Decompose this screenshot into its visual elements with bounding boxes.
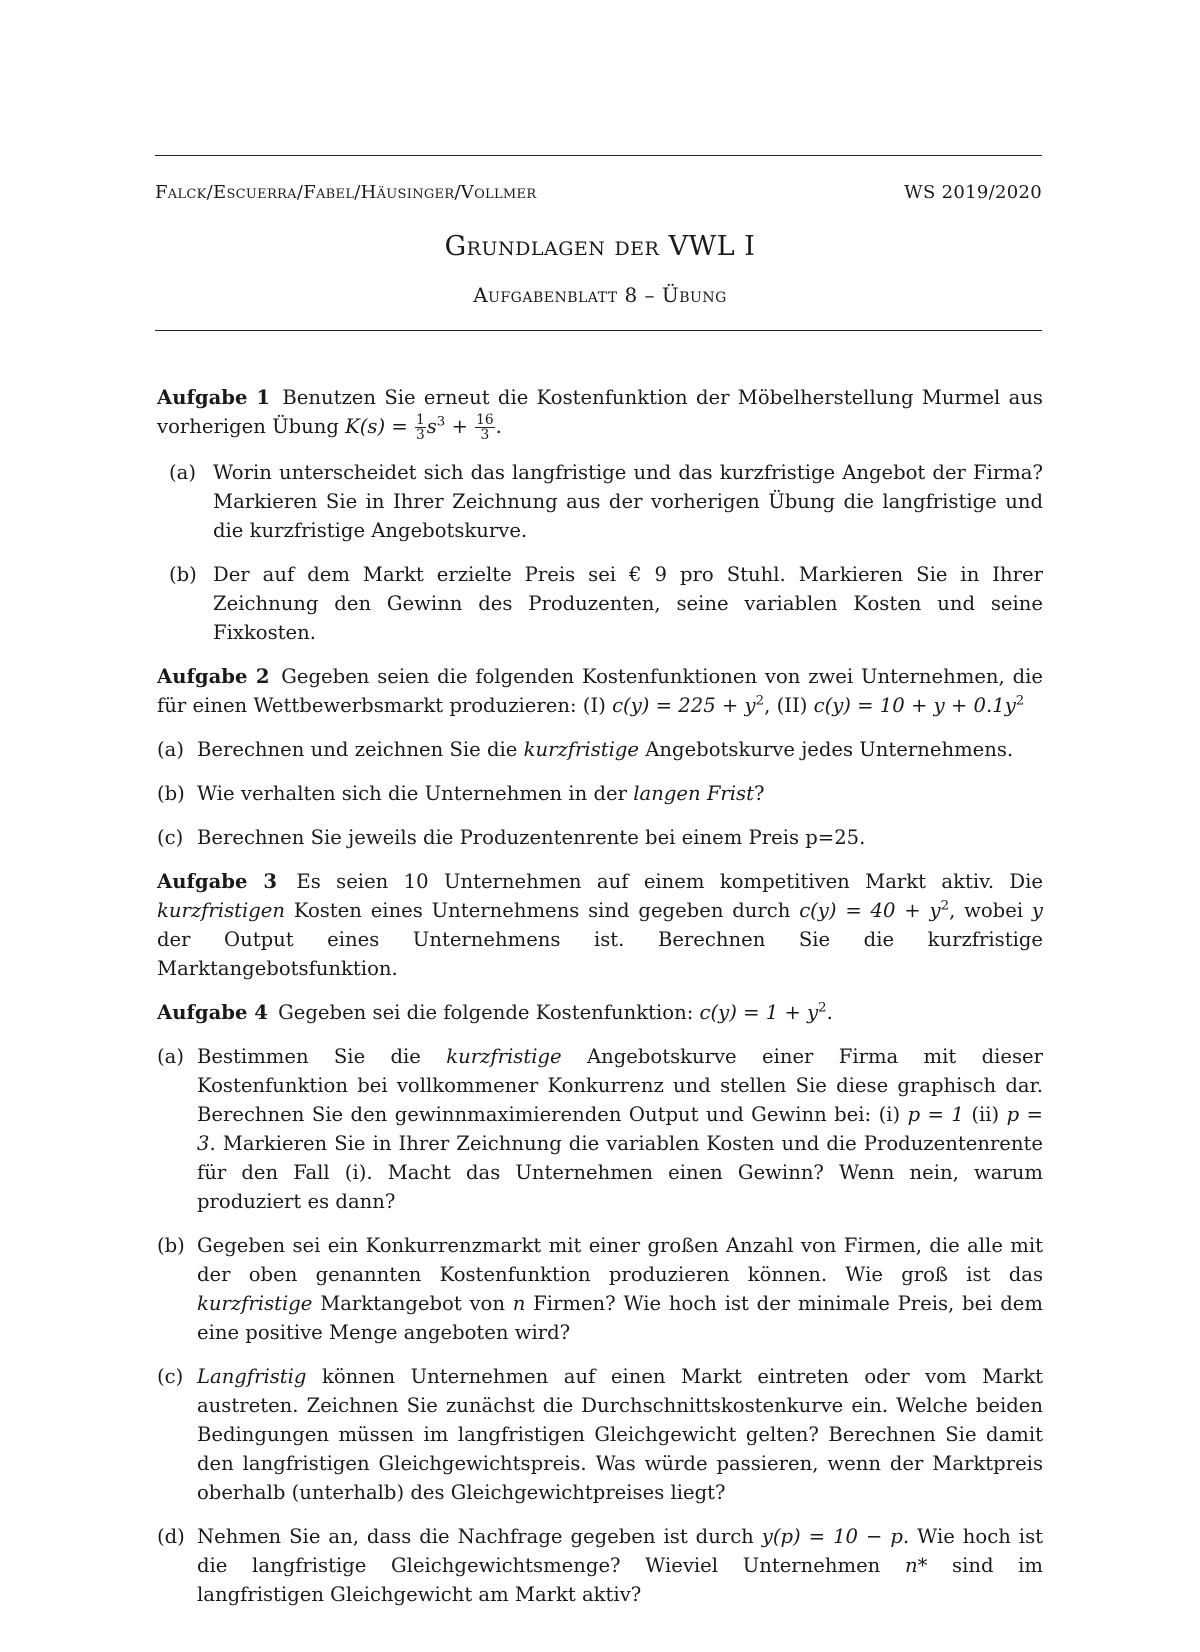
sub-label: (a)	[157, 737, 184, 761]
task-1-sub-b	[157, 560, 1043, 647]
sub-text: Worin unterscheidet sich das langfristige und das kurzfristige Angebot der Firma? Markieren Sie in Ihrer Zeichnung aus der vorherigen Übung die langfristige und die kurzfristige Angebotskurve.	[213, 460, 1043, 542]
sub-text: Der auf dem Markt erzielte Preis sei € 9 pro Stuhl. Markieren Sie in Ihrer Zeichnung den Gewinn des Produzenten, seine variablen Kosten und seine Fixkosten.	[213, 562, 1043, 644]
task-2-label: Aufgabe 2	[157, 664, 270, 688]
task-1-label: Aufgabe 1	[157, 386, 270, 409]
task-4-sub-d: (d) Nehmen Sie an, dass die Nachfrage gegeben ist durch y(p) = 10 − p. Wie hoch ist die langfristige Gleichgewichtsmenge? Wieviel Unternehmen n* sind im langfristigen Gleichgewicht am Markt aktiv?	[157, 1522, 1043, 1609]
page-subtitle: Aufgabenblatt 8 – Übung	[473, 283, 727, 307]
task-2-sub-b: (b) Wie verhalten sich die Unternehmen in der langen Frist?	[157, 779, 1043, 808]
sub-label: (b)	[157, 1233, 185, 1257]
task-2-intro: Gegeben seien die folgenden Kostenfunktionen von zwei Unternehmen, die für einen Wettbewerbsmarkt produzieren: (I)	[157, 664, 1043, 717]
header-authors: Falck/Escuerra/Fabel/Häusinger/Vollmer	[155, 182, 537, 203]
exercise-content	[157, 383, 1043, 1624]
task-3: Aufgabe 3 Es seien 10 Unternehmen auf einem kompetitiven Markt aktiv. Die kurzfristigen Kosten eines Unternehmens sind gegeben durch $c(y) = 40 + y^2$, wobei y der Output eines Unternehmens ist. Berechnen Sie die kurzfristige Marktangebotsfunktion.	[157, 869, 1043, 980]
task-2-sub-c: (c) Berechnen Sie jeweils die Produzentenrente bei einem Preis p=25.	[157, 823, 1043, 852]
task-4-sub-a: (a) Bestimmen Sie die kurzfristige Angebotskurve einer Firma mit dieser Kostenfunktion bei vollkommener Konkurrenz und stellen Sie diese graphisch dar. Berechnen Sie den gewinnmaximierenden Output und Gewinn bei: (i) p = 1 (ii) p = 3. Markieren Sie in Ihrer Zeichnung die variablen Kosten und die Produzentenrente für den Fall (i). Macht das Unternehmen einen Gewinn? Wenn nein, warum produziert es dann?	[157, 1042, 1043, 1216]
page-title: Grundlagen der VWL I	[444, 231, 756, 262]
task-1: Aufgabe 1 Benutzen Sie erneut die Kostenfunktion der Möbelherstellung Murmel aus vorherigen Übung K(s) = $\frac{1}{3}$ $s^3$ + $\frac{16}{3}$ .	[157, 386, 1043, 444]
sub-label: (b)	[157, 781, 185, 805]
title-rule	[155, 330, 1042, 331]
task-2: Aufgabe 2 Gegeben seien die folgenden Kostenfunktionen von zwei Unternehmen, die für einen Wettbewerbsmarkt produzieren: (I) $c(y) = 225 + y^2$, (II) $c(y) = 10 + y + 0.1y^2$	[157, 664, 1043, 717]
sub-label: (a)	[157, 1044, 184, 1068]
task-3-formula: c(y) = 40 + y	[799, 898, 941, 922]
sub-label: (d)	[157, 1524, 185, 1548]
task-1-fraction-2: $\frac{16}{3}$	[476, 411, 494, 444]
sub-label: (c)	[157, 825, 184, 849]
task-4-sub-b: (b) Gegeben sei ein Konkurrenzmarkt mit einer großen Anzahl von Firmen, die alle mit der oben genannten Kostenfunktion produzieren können. Wie groß ist das kurzfristige Marktangebot von n Firmen? Wie hoch ist der minimale Preis, bei dem eine positive Menge angeboten wird?	[157, 1231, 1043, 1347]
task-4-label: Aufgabe 4	[157, 1000, 268, 1024]
task-1-intro: Benutzen Sie erneut die Kostenfunktion der Möbelherstellung Murmel aus vorherigen Übung	[157, 386, 1043, 438]
task-4: Aufgabe 4 Gegeben sei die folgende Kostenfunktion: $c(y) = 1 + y^2$.	[157, 1000, 833, 1024]
header-semester: WS 2019/2020	[904, 182, 1042, 203]
task-4-formula: c(y) = 1 + y	[699, 1000, 819, 1024]
top-rule	[155, 155, 1042, 156]
task-1-formula-lhs: K(s) =	[345, 415, 414, 438]
sub-label: (c)	[157, 1364, 184, 1388]
task-2-formula-II: c(y) = 10 + y + 0.1y	[813, 693, 1016, 717]
task-1-fraction-1: $\frac{1}{3}$	[416, 411, 425, 444]
task-3-label: Aufgabe 3	[157, 869, 278, 893]
task-1-sub-a	[157, 458, 1043, 545]
task-2-formula-I: c(y) = 225 + y	[612, 693, 756, 717]
task-2-sub-a: (a) Berechnen und zeichnen Sie die kurzfristige Angebotskurve jedes Unternehmens.	[157, 735, 1043, 764]
task-4-sub-c: (c) Langfristig können Unternehmen auf einen Markt eintreten oder vom Markt austreten. Zeichnen Sie zunächst die Durchschnittskostenkurve ein. Welche beiden Bedingungen müssen im langfristigen Gleichgewicht gelten? Berechnen Sie damit den langfristigen Gleichgewichtspreis. Was würde passieren, wenn der Marktpreis oberhalb (unterhalb) des Gleichgewichtpreises liegt?	[157, 1362, 1043, 1507]
sub-label: (a)	[169, 460, 196, 484]
sub-label: (b)	[169, 562, 197, 586]
